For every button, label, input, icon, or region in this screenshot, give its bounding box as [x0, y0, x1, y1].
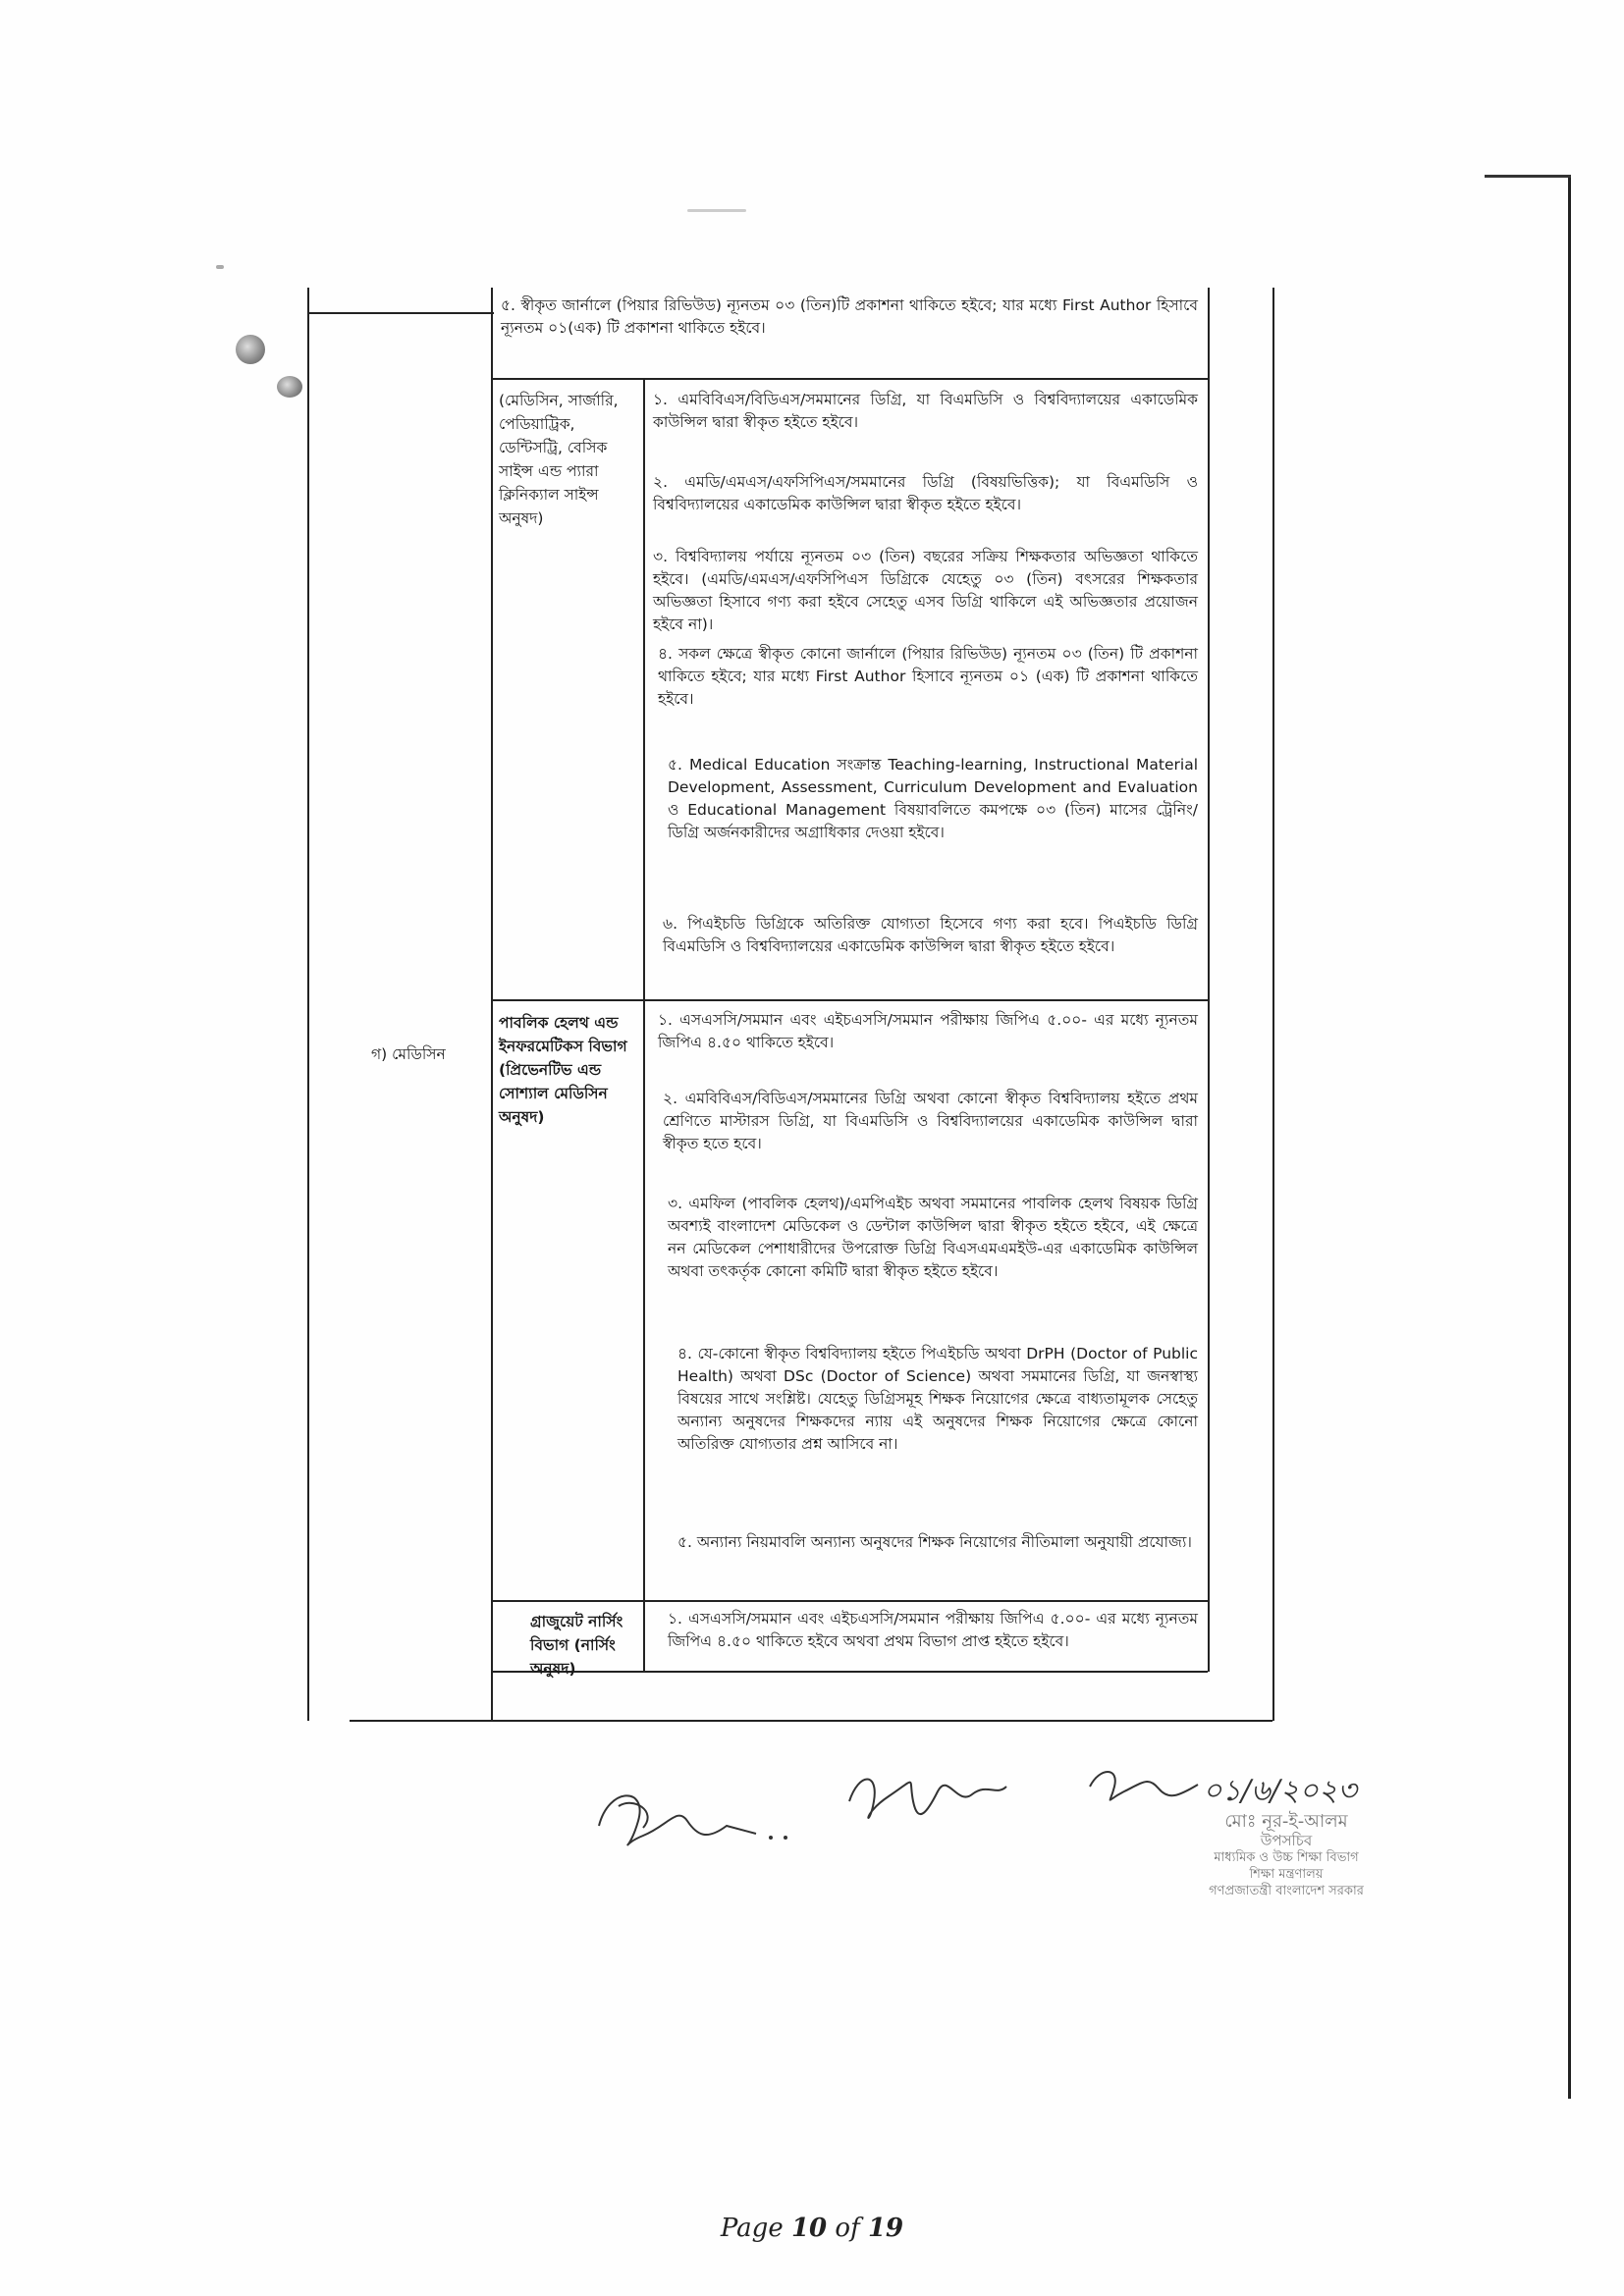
dept2-item: ১. এসএসসি/সমমান এবং এইচএসসি/সমমান পরীক্ষায় জিপিএ ৫.০০- এর মধ্যে ন্যূনতম জিপিএ ৪.৫০ থাকিতে হইবে। — [658, 1011, 1198, 1051]
stamp-title: উপসচিব — [1260, 1832, 1313, 1849]
dept-name-medicine: (মেডিসিন, সার্জারি, পেডিয়াট্রিক, ডেন্টিসট্রি, বেসিক সাইন্স এন্ড প্যারা ক্লিনিক্যাল সাইন্স অনুষদ) — [499, 392, 619, 527]
dept2-item: ৩. এমফিল (পাবলিক হেলথ)/এমপিএইচ অথবা সমমানের পাবলিক হেলথ বিষয়ক ডিগ্রি অবশ্যই বাংলাদেশ মেডিকেল ও ডেন্টাল কাউন্সিল দ্বারা স্বীকৃত হইতে হইবে, এই ক্ষেত্রে নন মেডিকেল পেশাধারীদের উপরোক্ত ডিগ্রি বিএসএমএমইউ-এর একাডেমিক কাউন্সিল অথবা তৎকর্তৃক কোনো কমিটি দ্বারা স্বীকৃত হইতে হইবে। — [668, 1195, 1198, 1280]
dept1-item: ২. এমডি/এমএস/এফসিপিএস/সমমানের ডিগ্রি (বিষয়ভিত্তিক); যা বিএমডিসি ও বিশ্ববিদ্যালয়ের একাডেমিক কাউন্সিল দ্বারা স্বীকৃত হইতে হইবে। — [653, 473, 1198, 513]
column-divider — [1208, 288, 1210, 1672]
row-divider — [491, 378, 1208, 380]
punch-hole — [277, 376, 302, 398]
page-total: 19 — [867, 2214, 904, 2243]
stamp-name: মোঃ নূর-ই-আলম — [1224, 1811, 1348, 1832]
dept2-item: ২. এমবিবিএস/বিডিএস/সমমানের ডিগ্রি অথবা কোনো স্বীকৃত বিশ্ববিদ্যালয় হইতে প্রথম শ্রেণিতে মাস্টারস ডিগ্রি, যা বিএমডিসি ও বিশ্ববিদ্যালয়ের একাডেমিক কাউন্সিল দ্বারা স্বীকৃত হতে হবে। — [663, 1090, 1198, 1152]
signature-date: ০১/৬/২০২৩ — [1203, 1774, 1357, 1808]
dept3-item: ১. এসএসসি/সমমান এবং এইচএসসি/সমমান পরীক্ষায় জিপিএ ৫.০০- এর মধ্যে ন্যূনতম জিপিএ ৪.৫০ থাকিতে হইবে অথবা প্রথম বিভাগ প্রাপ্ত হইতে হইবে। — [668, 1610, 1198, 1650]
stamp-ministry: শিক্ষা মন্ত্রণালয় — [1249, 1867, 1324, 1882]
dept2-item: ৫. অন্যান্য নিয়মাবলি অন্যান্য অনুষদের শিক্ষক নিয়োগের নীতিমালা অনুযায়ী প্রযোজ্য। — [677, 1533, 1192, 1551]
column-divider — [643, 378, 645, 1672]
row-divider — [491, 1600, 1208, 1602]
column-divider — [491, 288, 493, 1721]
dept1-item: ১. এমবিবিএস/বিডিএস/সমমানের ডিগ্রি, যা বিএমডিসি ও বিশ্ববিদ্যালয়ের একাডেমিক কাউন্সিল দ্বারা স্বীকৃত হইতে হইবে। — [653, 391, 1198, 431]
signature-1 — [589, 1767, 815, 1865]
row-divider — [491, 999, 1208, 1001]
stamp-division: মাধ্যমিক ও উচ্চ শিক্ষা বিভাগ — [1214, 1850, 1359, 1865]
official-seal — [1159, 1811, 1414, 1899]
dept-name-public-health: পাবলিক হেলথ এন্ড ইনফরমেটিকস বিভাগ (প্রিভেনটিভ এন্ড সোশ্যাল মেডিসিন অনুষদ) — [499, 1014, 627, 1126]
column-divider — [1272, 288, 1274, 1721]
punch-hole — [236, 335, 265, 364]
dept1-item: ৬. পিএইচডি ডিগ্রিকে অতিরিক্ত যোগ্যতা হিসেবে গণ্য করা হবে। পিএইচডি ডিগ্রি বিএমডিসি ও বিশ্ববিদ্যালয়ের একাডেমিক কাউন্সিল দ্বারা স্বীকৃত হইতে হইবে। — [663, 915, 1198, 955]
signature-2 — [839, 1757, 1026, 1836]
top-item-5: ৫. স্বীকৃত জার্নালে (পিয়ার রিভিউড) ন্যূনতম ০৩ (তিন)টি প্রকাশনা থাকিতে হইবে; যার মধ্যে First Author হিসাবে ন্যূনতম ০১(এক) টি প্রকাশনা থাকিতে হইবে। — [501, 296, 1198, 337]
dept-name-nursing: গ্রাজুয়েট নার্সিং বিভাগ (নার্সিং অনুষদ) — [530, 1613, 623, 1678]
page-of: of — [827, 2214, 868, 2243]
signature-3 — [1080, 1757, 1208, 1816]
stamp-govt: গণপ্রজাতন্ত্রী বাংলাদেশ সরকার — [1209, 1884, 1364, 1898]
table-bottom-rule — [350, 1720, 1272, 1722]
faculty-label: গ) মেডিসিন — [371, 1045, 446, 1063]
table-top-rule — [307, 312, 494, 314]
dept1-item: ৪. সকল ক্ষেত্রে স্বীকৃত কোনো জার্নালে (পিয়ার রিভিউড) ন্যূনতম ০৩ (তিন) টি প্রকাশনা থাকিতে হইবে; যার মধ্যে First Author হিসাবে ন্যূনতম ০১ (এক) টি প্রকাশনা থাকিতে হইবে। — [658, 645, 1198, 708]
page-prefix: Page — [720, 2214, 791, 2243]
dept1-item: ৩. বিশ্ববিদ্যালয় পর্যায়ে ন্যূনতম ০৩ (তিন) বছরের সক্রিয় শিক্ষকতার অভিজ্ঞতা থাকিতে হইবে। (এমডি/এমএস/এফসিপিএস ডিগ্রিকে যেহেতু ০৩ (তিন) বৎসরের শিক্ষকতার অভিজ্ঞতা হিসাবে গণ্য করা হইবে সেহেতু এসব ডিগ্রি থাকিলে এই অভিজ্ঞতার প্রয়োজন হইবে না)। — [653, 548, 1198, 633]
scan-speck — [216, 265, 224, 269]
scan-edge — [1568, 175, 1571, 2099]
scan-speck — [687, 209, 746, 212]
dept2-item: ৪. যে-কোনো স্বীকৃত বিশ্ববিদ্যালয় হইতে পিএইচডি অথবা DrPH (Doctor of Public Health) অথবা DSc (Doctor of Science) অথবা সমমানের ডিগ্রি, যা জনস্বাস্থ্য বিষয়ের সাথে সংশ্লিষ্ট। যেহেতু ডিগ্রিসমূহ শিক্ষক নিয়োগের ক্ষেত্রে বাধ্যতামূলক সেহেতু অন্যান্য অনুষদের শিক্ষকদের ন্যায় এই অনুষদের শিক্ষক নিয়োগের ক্ষেত্রে কোনো অতিরিক্ত যোগ্যতার প্রশ্ন আসিবে না। — [677, 1345, 1198, 1453]
page-current: 10 — [790, 2214, 828, 2243]
dept1-item: ৫. Medical Education সংক্রান্ত Teaching-learning, Instructional Material Development, Assessment, Curriculum Development and Evaluation ও Educational Management বিষয়াবলিতে কমপক্ষে ০৩ (তিন) মাসের ট্রেনিং/ ডিগ্রি অর্জনকারীদের অগ্রাধিকার দেওয়া হইবে। — [668, 756, 1198, 841]
page-number — [0, 2214, 1624, 2243]
